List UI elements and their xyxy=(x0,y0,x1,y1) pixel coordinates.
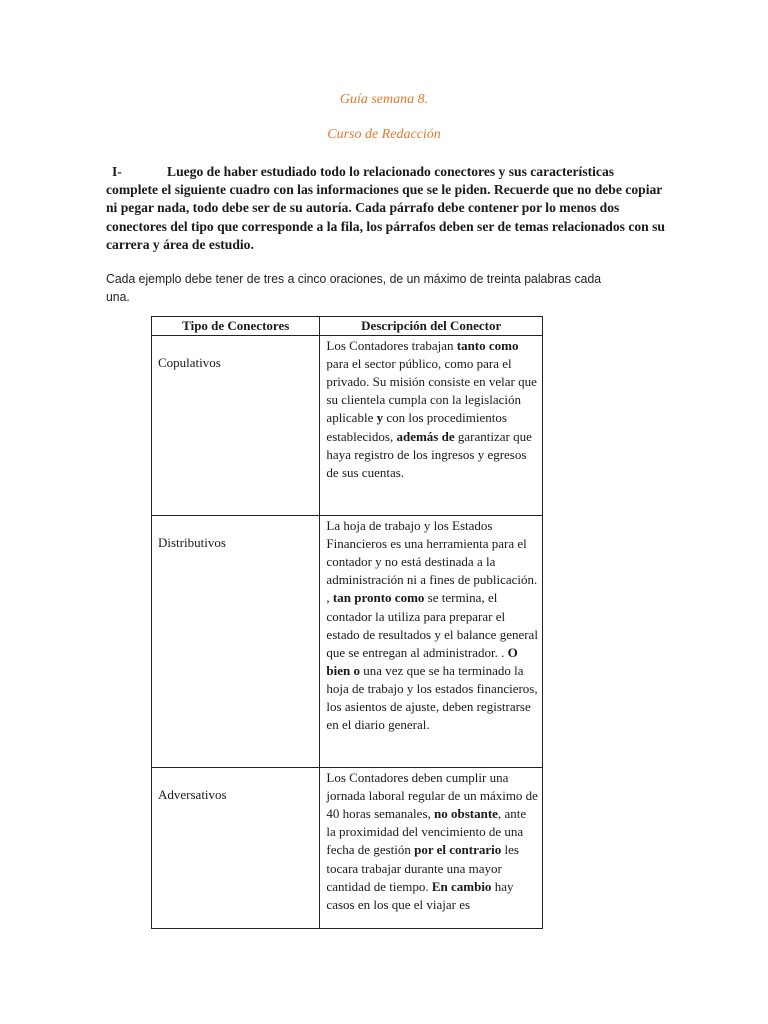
connector-highlight: O bien o xyxy=(326,644,518,678)
connector-highlight: por el contrario xyxy=(414,842,502,858)
description-text: con los procedimientos establecidos, xyxy=(326,410,507,444)
connector-type: Copulativos xyxy=(152,336,320,516)
header-description: Descripción del Conector xyxy=(320,317,543,336)
connector-type: Adversativos xyxy=(152,768,320,929)
table-row xyxy=(152,768,543,929)
connector-highlight: En cambio xyxy=(431,878,492,894)
table-row xyxy=(152,336,543,516)
description-text: hay casos en los que el viajar es xyxy=(326,878,514,912)
connector-highlight: además de xyxy=(396,428,455,444)
connector-description xyxy=(320,768,543,929)
description-text: se termina, el contador la utiliza para preparar el estado de resultados y el balance general que se entregan al administrador. . xyxy=(326,590,538,660)
connector-description xyxy=(320,516,543,768)
description-text: La hoja de trabajo y los Estados Financieros es una herramienta para el contador y no está destinada a la administración ni a fines de publicación. , xyxy=(326,518,538,606)
instructions-paragraph xyxy=(106,163,666,254)
description-text: una vez que se ha terminado la hoja de trabajo y los estados financieros, los asientos de ajuste, deben registrarse en el diario general. xyxy=(326,662,538,733)
description-text: , ante la proximidad del vencimiento de una fecha de gestión xyxy=(326,806,527,858)
description-text: Los Contadores trabajan xyxy=(326,338,457,354)
page-title: Guía semana 8. xyxy=(339,92,429,107)
table-header-row xyxy=(152,317,543,336)
description-text: garantizar que haya registro de los ingresos y egresos de sus cuentas. xyxy=(326,428,532,480)
table-row xyxy=(152,516,543,768)
description-text: les tocara trabajar durante una mayor cantidad de tiempo. xyxy=(326,842,519,894)
connector-highlight: y xyxy=(376,410,384,426)
connector-highlight: tanto como xyxy=(456,338,519,354)
description-text: para el sector público, como para el privado. Su misión consiste en velar que su clientela cumpla con la legislación aplicable xyxy=(326,356,537,426)
connector-description xyxy=(320,336,543,516)
instructions-number: I- xyxy=(112,164,122,179)
connector-highlight: tan pronto como xyxy=(332,590,425,606)
page-subtitle: Curso de Redacción xyxy=(327,127,441,142)
connectors-table xyxy=(151,316,543,929)
instructions-text: Luego de haber estudiado todo lo relacionado conectores y sus características complete el siguiente cuadro con las informaciones que se le piden. Recuerde que no debe copiar ni pegar nada, todo debe ser de su autoría. Cada párrafo debe contener por lo menos dos conectores del tipo que corresponde a la fila, los párrafos deben ser de temas relacionados con su carrera y área de estudio. xyxy=(106,164,665,252)
description-text: Los Contadores deben cumplir una jornada laboral regular de un máximo de 40 horas semanales, xyxy=(326,770,538,822)
header-type: Tipo de Conectores xyxy=(152,317,320,336)
connector-highlight: no obstante xyxy=(434,806,498,822)
note-paragraph: Cada ejemplo debe tener de tres a cinco oraciones, de un máximo de treinta palabras cada una. xyxy=(106,271,602,305)
connector-type: Distributivos xyxy=(152,516,320,768)
